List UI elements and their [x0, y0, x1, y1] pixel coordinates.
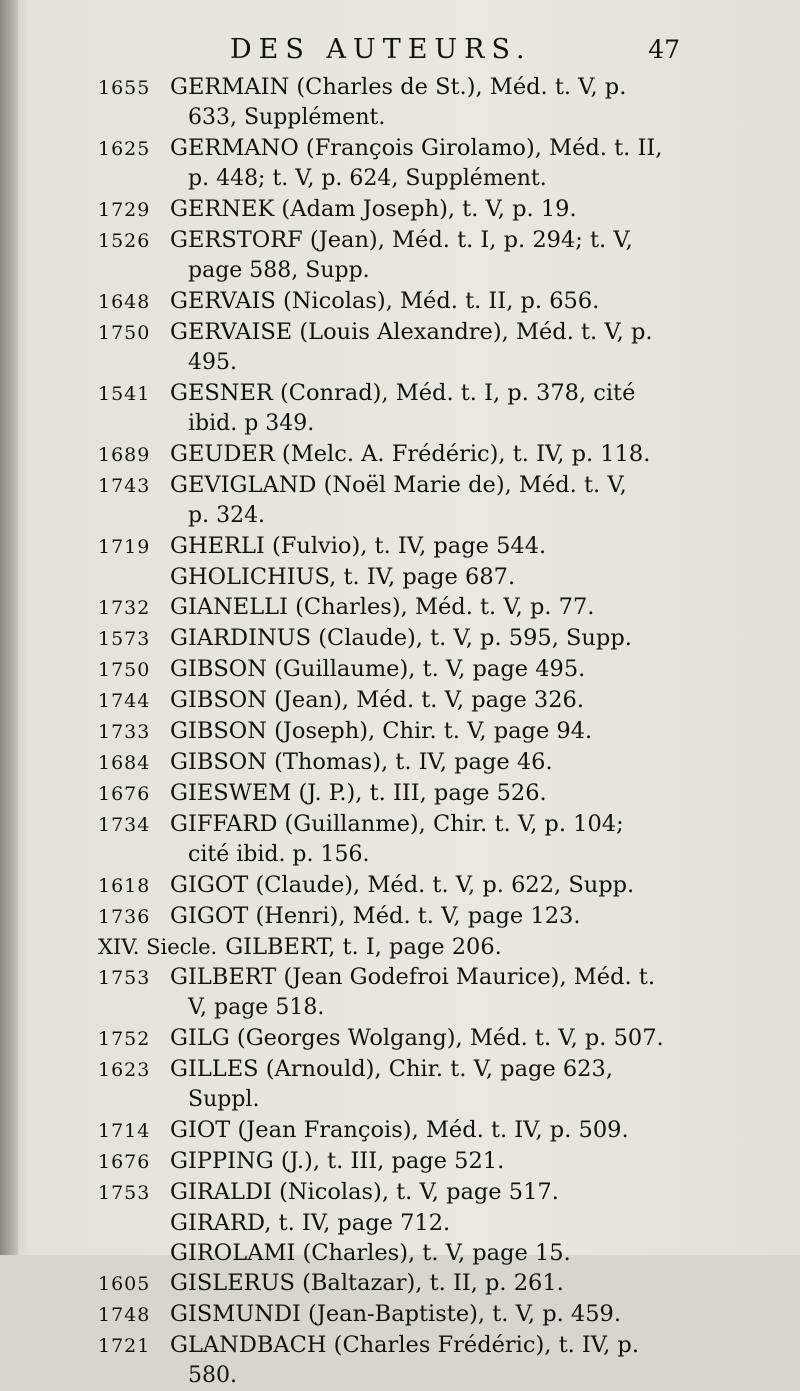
- entry-text: GISMUNDI (Jean-Baptiste), t. V, p. 459.: [170, 1301, 622, 1327]
- index-entry: [98, 870, 776, 901]
- index-entry: [98, 439, 776, 470]
- page-number: 47: [648, 35, 680, 64]
- entry-continuation: p. 448; t. V, p. 624, Supplément.: [188, 166, 547, 191]
- entry-year: 1676: [98, 1151, 151, 1173]
- entry-text: GIFFARD (Guillanme), Chir. t. V, p. 104;: [170, 811, 624, 837]
- entry-text: GILG (Georges Wolgang), Méd. t. V, p. 507.: [170, 1025, 664, 1051]
- entry-main-line: [98, 962, 776, 993]
- entry-year: 1655: [98, 77, 151, 99]
- index-entry: [98, 378, 776, 439]
- entry-continuation: 633, Supplément.: [188, 105, 386, 130]
- entry-year: 1734: [98, 814, 151, 836]
- index-entry: [98, 654, 776, 685]
- entry-text: GISLERUS (Baltazar), t. II, p. 261.: [170, 1270, 564, 1296]
- entry-year: 1541: [98, 383, 151, 405]
- entry-main-line: [98, 1268, 776, 1299]
- entry-main-line: [98, 194, 776, 225]
- entry-main-line: [98, 286, 776, 317]
- entry-text: GIANELLI (Charles), Méd. t. V, p. 77.: [170, 594, 595, 620]
- entry-main-line: [98, 562, 776, 592]
- entry-main-line: [98, 1330, 776, 1361]
- entry-continuation: page 588, Supp.: [188, 258, 370, 283]
- index-entry: [98, 901, 776, 932]
- entry-text: GILBERT (Jean Godefroi Maurice), Méd. t.: [170, 964, 656, 990]
- entry-year: 1618: [98, 875, 151, 897]
- entry-text: GEUDER (Melc. A. Frédéric), t. IV, p. 118.: [170, 441, 651, 467]
- entry-text: GIBSON (Joseph), Chir. t. V, page 94.: [170, 718, 593, 744]
- entry-main-line: [98, 317, 776, 348]
- entry-text: GIBSON (Thomas), t. IV, page 46.: [170, 749, 553, 775]
- entry-year: 1752: [98, 1028, 151, 1050]
- index-entry: [98, 470, 776, 531]
- index-entry: [98, 778, 776, 809]
- entry-text: GIESWEM (J. P.), t. III, page 526.: [170, 780, 547, 806]
- entry-text: GLANDBACH (Charles Frédéric), t. IV, p.: [170, 1332, 639, 1358]
- author-index-list: [98, 72, 776, 1391]
- entry-main-line: [98, 685, 776, 716]
- entry-continuation: p. 324.: [188, 503, 266, 528]
- index-entry: [98, 1054, 776, 1115]
- index-entry: [98, 1238, 776, 1268]
- entry-year: 1623: [98, 1059, 151, 1081]
- index-entry: [98, 1023, 776, 1054]
- entry-main-line: [98, 901, 776, 932]
- index-entry: [98, 562, 776, 592]
- entry-text: GIGOT (Henri), Méd. t. V, page 123.: [170, 903, 581, 929]
- index-entry: [98, 1208, 776, 1238]
- entry-main-line: [98, 470, 776, 501]
- entry-text: GHERLI (Fulvio), t. IV, page 544.: [170, 533, 547, 559]
- index-entry: [98, 72, 776, 133]
- entry-continuation: cité ibid. p. 156.: [188, 842, 370, 867]
- index-entry: [98, 685, 776, 716]
- entry-year: 1750: [98, 659, 151, 681]
- entry-year: 1721: [98, 1335, 151, 1357]
- index-entry: [98, 809, 776, 870]
- index-entry: [98, 194, 776, 225]
- entry-text: GERSTORF (Jean), Méd. t. I, p. 294; t. V,: [170, 227, 633, 253]
- entry-text: GERVAIS (Nicolas), Méd. t. II, p. 656.: [170, 288, 600, 314]
- entry-continuation: ibid. p 349.: [188, 411, 315, 436]
- index-entry: [98, 1115, 776, 1146]
- entry-main-line: [98, 1054, 776, 1085]
- index-entry: [98, 716, 776, 747]
- entry-text: GIRARD, t. IV, page 712.: [170, 1210, 451, 1236]
- entry-continuation: V, page 518.: [188, 995, 325, 1020]
- entry-year: 1750: [98, 322, 151, 344]
- entry-year: 1748: [98, 1304, 151, 1326]
- entry-year: 1744: [98, 690, 151, 712]
- entry-main-line: [98, 716, 776, 747]
- entry-main-line: [98, 654, 776, 685]
- entry-text: GESNER (Conrad), Méd. t. I, p. 378, cité: [170, 380, 636, 406]
- index-entry: [98, 531, 776, 562]
- index-entry: [98, 286, 776, 317]
- entry-year: 1689: [98, 444, 151, 466]
- index-entry: [98, 1299, 776, 1330]
- entry-main-line: [98, 778, 776, 809]
- entry-year: 1743: [98, 475, 151, 497]
- entry-text: GERMAIN (Charles de St.), Méd. t. V, p.: [170, 74, 627, 100]
- entry-main-line: [98, 531, 776, 562]
- entry-text: GIBSON (Guillaume), t. V, page 495.: [170, 656, 586, 682]
- entry-text: GERNEK (Adam Joseph), t. V, p. 19.: [170, 196, 577, 222]
- entry-main-line: [98, 1177, 776, 1208]
- entry-year: 1648: [98, 291, 151, 313]
- entry-year: 1714: [98, 1120, 151, 1142]
- entry-year: 1736: [98, 906, 151, 928]
- entry-text: GILBERT, t. I, page 206.: [225, 934, 502, 960]
- index-entry: [98, 1146, 776, 1177]
- entry-main-line: [98, 592, 776, 623]
- entry-main-line: [98, 870, 776, 901]
- entry-continuation: Suppl.: [188, 1087, 260, 1112]
- entry-main-line: [98, 133, 776, 164]
- entry-text: GIARDINUS (Claude), t. V, p. 595, Supp.: [170, 625, 632, 651]
- entry-text: GIPPING (J.), t. III, page 521.: [170, 1148, 505, 1174]
- entry-year: 1605: [98, 1273, 151, 1295]
- entry-year: 1676: [98, 783, 151, 805]
- entry-main-line: [98, 1146, 776, 1177]
- entry-continuation: 495.: [188, 350, 237, 375]
- entry-main-line: [98, 1208, 776, 1238]
- entry-main-line: [98, 747, 776, 778]
- index-entry: [98, 747, 776, 778]
- index-entry: [98, 932, 776, 962]
- entry-year: 1732: [98, 597, 151, 619]
- page-gutter-shadow: [0, 0, 18, 1255]
- entry-year: 1733: [98, 721, 151, 743]
- entry-year: 1526: [98, 230, 151, 252]
- entry-main-line: [98, 72, 776, 103]
- entry-text: GHOLICHIUS, t. IV, page 687.: [170, 564, 516, 590]
- entry-main-line: [98, 1115, 776, 1146]
- index-entry: [98, 1330, 776, 1391]
- entry-year: 1753: [98, 1182, 151, 1204]
- entry-year: 1719: [98, 536, 151, 558]
- entry-main-line: [98, 225, 776, 256]
- entry-text: GIOT (Jean François), Méd. t. IV, p. 509.: [170, 1117, 629, 1143]
- entry-main-line: [98, 1023, 776, 1054]
- index-entry: [98, 1177, 776, 1208]
- index-entry: [98, 317, 776, 378]
- entry-text: GIRALDI (Nicolas), t. V, page 517.: [170, 1179, 559, 1205]
- entry-main-line: [98, 809, 776, 840]
- entry-main-line: [98, 439, 776, 470]
- entry-text: GERVAISE (Louis Alexandre), Méd. t. V, p.: [170, 319, 653, 345]
- entry-text: GIROLAMI (Charles), t. V, page 15.: [170, 1240, 571, 1266]
- entry-text: GEVIGLAND (Noël Marie de), Méd. t. V,: [170, 472, 627, 498]
- entry-main-line: [98, 1238, 776, 1268]
- entry-main-line: [98, 1299, 776, 1330]
- index-entry: [98, 592, 776, 623]
- running-head: DES AUTEURS.: [230, 34, 532, 65]
- entry-year: 1625: [98, 138, 151, 160]
- entry-main-line: [98, 932, 776, 962]
- entry-text: GERMANO (François Girolamo), Méd. t. II,: [170, 135, 663, 161]
- index-entry: [98, 1268, 776, 1299]
- entry-year: 1684: [98, 752, 151, 774]
- index-entry: [98, 225, 776, 286]
- index-entry: [98, 133, 776, 194]
- entry-main-line: [98, 378, 776, 409]
- page-header: [230, 34, 680, 65]
- entry-year: 1573: [98, 628, 151, 650]
- index-entry: [98, 962, 776, 1023]
- entry-year: 1729: [98, 199, 151, 221]
- entry-year: XIV. Siecle.: [98, 935, 218, 959]
- entry-year: 1753: [98, 967, 151, 989]
- entry-text: GILLES (Arnould), Chir. t. V, page 623,: [170, 1056, 613, 1082]
- entry-text: GIGOT (Claude), Méd. t. V, p. 622, Supp.: [170, 872, 635, 898]
- index-entry: [98, 623, 776, 654]
- entry-continuation: 580.: [188, 1363, 237, 1388]
- entry-main-line: [98, 623, 776, 654]
- entry-text: GIBSON (Jean), Méd. t. V, page 326.: [170, 687, 585, 713]
